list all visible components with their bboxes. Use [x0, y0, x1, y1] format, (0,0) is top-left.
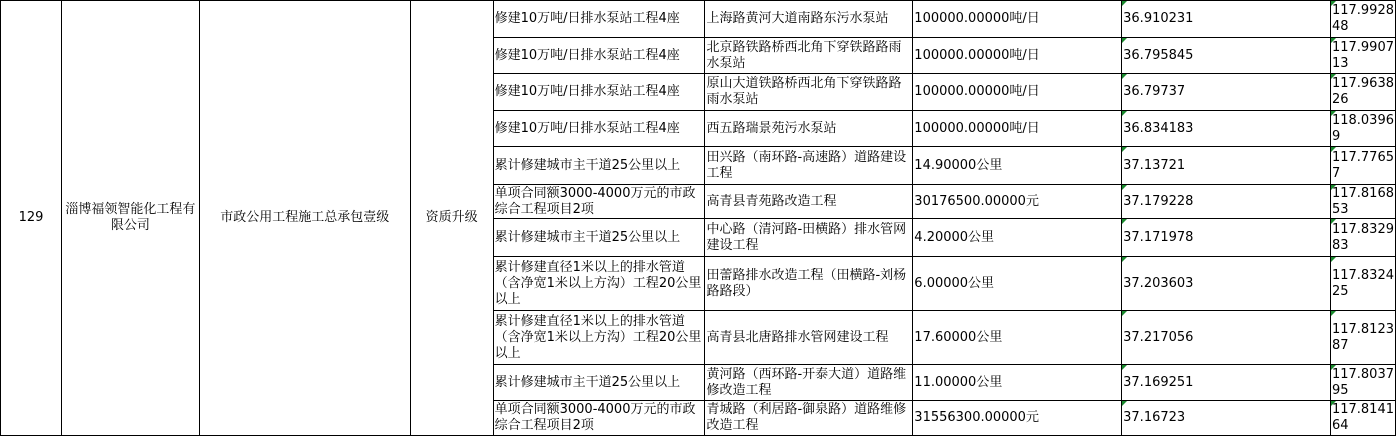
scale-cell-text: 30176500.00000元: [914, 193, 1039, 209]
requirement-cell[interactable]: [493, 38, 705, 74]
longitude-cell[interactable]: [1330, 219, 1395, 257]
longitude-cell[interactable]: [1330, 311, 1395, 365]
longitude-cell[interactable]: [1330, 257, 1395, 311]
latitude-cell[interactable]: [1122, 311, 1331, 365]
project-cell[interactable]: [705, 365, 913, 401]
requirement-cell[interactable]: [493, 257, 705, 311]
requirement-cell-text: 修建10万吨/日排水泵站工程4座: [494, 47, 680, 63]
project-cell-text: 田蕾路排水改造工程（田横路-刘杨路路段）: [706, 267, 907, 299]
latitude-cell-text: 37.13721: [1123, 157, 1186, 173]
latitude-cell[interactable]: [1122, 38, 1331, 74]
longitude-cell-text: 117.963826: [1331, 76, 1394, 107]
requirement-cell-text: 累计修建直径1米以上的排水管道（含净宽1米以上方沟）工程20公里以上: [494, 313, 702, 361]
project-cell[interactable]: [705, 219, 913, 257]
longitude-cell-text: 118.03969: [1331, 112, 1394, 144]
requirement-cell-text: 修建10万吨/日排水泵站工程4座: [494, 120, 680, 136]
requirement-cell[interactable]: [493, 1, 705, 38]
project-cell[interactable]: [705, 74, 913, 111]
scale-cell[interactable]: [913, 311, 1122, 365]
requirement-cell[interactable]: [493, 74, 705, 111]
latitude-cell-text: 37.203603: [1123, 275, 1194, 291]
scale-cell-text: 100000.00000吨/日: [914, 84, 1040, 99]
latitude-cell[interactable]: [1122, 111, 1331, 147]
requirement-cell-text: 修建10万吨/日排水泵站工程4座: [494, 11, 680, 26]
scale-cell[interactable]: [913, 1, 1122, 38]
project-cell[interactable]: [705, 185, 913, 219]
project-cell[interactable]: [705, 401, 913, 436]
longitude-cell[interactable]: [1330, 147, 1395, 185]
latitude-cell[interactable]: [1122, 147, 1331, 185]
latitude-cell-text: 37.179228: [1123, 193, 1194, 209]
table-row: [1, 1, 1396, 38]
latitude-cell-text: 36.795845: [1123, 47, 1194, 63]
scale-cell-text: 100000.00000吨/日: [914, 120, 1040, 136]
project-cell-text: 原山大道铁路桥西北角下穿铁路路雨水泵站: [706, 76, 902, 107]
project-cell[interactable]: [705, 147, 913, 185]
latitude-cell-text: 36.79737: [1123, 84, 1186, 99]
scale-cell[interactable]: [913, 365, 1122, 401]
project-cell-text: 中心路（清河路-田横路）排水管网建设工程: [706, 221, 907, 253]
longitude-cell-text: 117.814164: [1331, 402, 1394, 433]
latitude-cell[interactable]: [1122, 74, 1331, 111]
requirement-cell[interactable]: [493, 365, 705, 401]
requirement-cell-text: 累计修建城市主干道25公里以上: [494, 157, 681, 173]
longitude-cell-text: 117.832425: [1331, 267, 1394, 299]
scale-cell[interactable]: [913, 257, 1122, 311]
scale-cell-text: 14.90000公里: [914, 157, 1003, 173]
latitude-cell[interactable]: [1122, 185, 1331, 219]
longitude-cell[interactable]: [1330, 401, 1395, 436]
project-cell[interactable]: [705, 257, 913, 311]
scale-cell[interactable]: [913, 185, 1122, 219]
scale-cell-text: 17.60000公里: [914, 329, 1003, 345]
longitude-cell[interactable]: [1330, 111, 1395, 147]
longitude-cell-text: 117.990713: [1331, 39, 1394, 71]
company-name[interactable]: 淄博福领智能化工程有限公司: [61, 1, 199, 436]
requirement-cell-text: 单项合同额3000-4000万元的市政综合工程项目2项: [494, 185, 696, 217]
project-cell-text: 高青县青苑路改造工程: [706, 193, 837, 209]
requirement-cell[interactable]: [493, 147, 705, 185]
scale-cell-text: 11.00000公里: [914, 374, 1003, 390]
latitude-cell[interactable]: [1122, 365, 1331, 401]
latitude-cell[interactable]: [1122, 401, 1331, 436]
latitude-cell[interactable]: [1122, 257, 1331, 311]
latitude-cell-text: 37.169251: [1123, 374, 1194, 390]
longitude-cell[interactable]: [1330, 365, 1395, 401]
longitude-cell-text: 117.77657: [1331, 149, 1394, 181]
requirement-cell[interactable]: [493, 185, 705, 219]
record-index[interactable]: 129: [1, 1, 62, 436]
project-cell-text: 青城路（利居路-御泉路）道路维修改造工程: [706, 402, 907, 433]
latitude-cell-text: 37.217056: [1123, 329, 1194, 345]
longitude-cell-text: 117.832983: [1331, 221, 1394, 253]
longitude-cell-text: 117.816853: [1331, 185, 1394, 217]
requirement-cell-text: 累计修建城市主干道25公里以上: [494, 374, 681, 390]
longitude-cell[interactable]: [1330, 38, 1395, 74]
latitude-cell-text: 36.834183: [1123, 120, 1194, 136]
project-cell[interactable]: [705, 111, 913, 147]
project-cell[interactable]: [705, 311, 913, 365]
scale-cell-text: 31556300.00000元: [914, 410, 1039, 425]
scale-cell-text: 100000.00000吨/日: [914, 11, 1040, 26]
project-cell-text: 西五路瑞景苑污水泵站: [706, 120, 837, 136]
latitude-cell-text: 37.16723: [1123, 410, 1186, 425]
scale-cell[interactable]: [913, 74, 1122, 111]
requirement-cell[interactable]: [493, 111, 705, 147]
project-cell-text: 上海路黄河大道南路东污水泵站: [706, 11, 889, 26]
latitude-cell[interactable]: [1122, 1, 1331, 38]
scale-cell-text: 4.20000公里: [914, 229, 995, 245]
project-cell[interactable]: [705, 1, 913, 38]
scale-cell[interactable]: [913, 219, 1122, 257]
latitude-cell-text: 37.171978: [1123, 229, 1194, 245]
requirement-cell-text: 修建10万吨/日排水泵站工程4座: [494, 84, 680, 99]
project-cell-text: 黄河路（西环路-开泰大道）道路维修改造工程: [706, 366, 907, 398]
latitude-cell-text: 36.910231: [1123, 11, 1194, 26]
longitude-cell-text: 117.803795: [1331, 366, 1394, 398]
requirement-cell-text: 累计修建城市主干道25公里以上: [494, 229, 681, 245]
requirement-cell[interactable]: [493, 311, 705, 365]
scale-cell[interactable]: [913, 38, 1122, 74]
scale-cell[interactable]: [913, 147, 1122, 185]
requirement-cell[interactable]: [493, 401, 705, 436]
requirement-cell-text: 单项合同额3000-4000万元的市政综合工程项目2项: [494, 402, 696, 433]
requirement-cell-text: 累计修建直径1米以上的排水管道（含净宽1米以上方沟）工程20公里以上: [494, 259, 702, 307]
project-cell-text: 高青县北唐路排水管网建设工程: [706, 329, 889, 345]
longitude-cell[interactable]: [1330, 74, 1395, 111]
longitude-cell[interactable]: [1330, 1, 1395, 38]
project-cell-text: 田兴路（南环路-高速路）道路建设工程: [706, 149, 907, 181]
longitude-cell-text: 117.992848: [1331, 3, 1394, 34]
scale-cell-text: 6.00000公里: [914, 275, 995, 291]
requirement-cell[interactable]: [493, 219, 705, 257]
longitude-cell-text: 117.812387: [1331, 321, 1394, 353]
scale-cell[interactable]: [913, 111, 1122, 147]
project-cell-text: 北京路铁路桥西北角下穿铁路路雨水泵站: [706, 39, 902, 71]
scale-cell[interactable]: [913, 401, 1122, 436]
project-cell[interactable]: [705, 38, 913, 74]
qualification-name[interactable]: 市政公用工程施工总承包壹级: [199, 1, 410, 436]
latitude-cell[interactable]: [1122, 219, 1331, 257]
scale-cell-text: 100000.00000吨/日: [914, 47, 1040, 63]
longitude-cell[interactable]: [1330, 185, 1395, 219]
application-type[interactable]: 资质升级: [410, 1, 493, 436]
